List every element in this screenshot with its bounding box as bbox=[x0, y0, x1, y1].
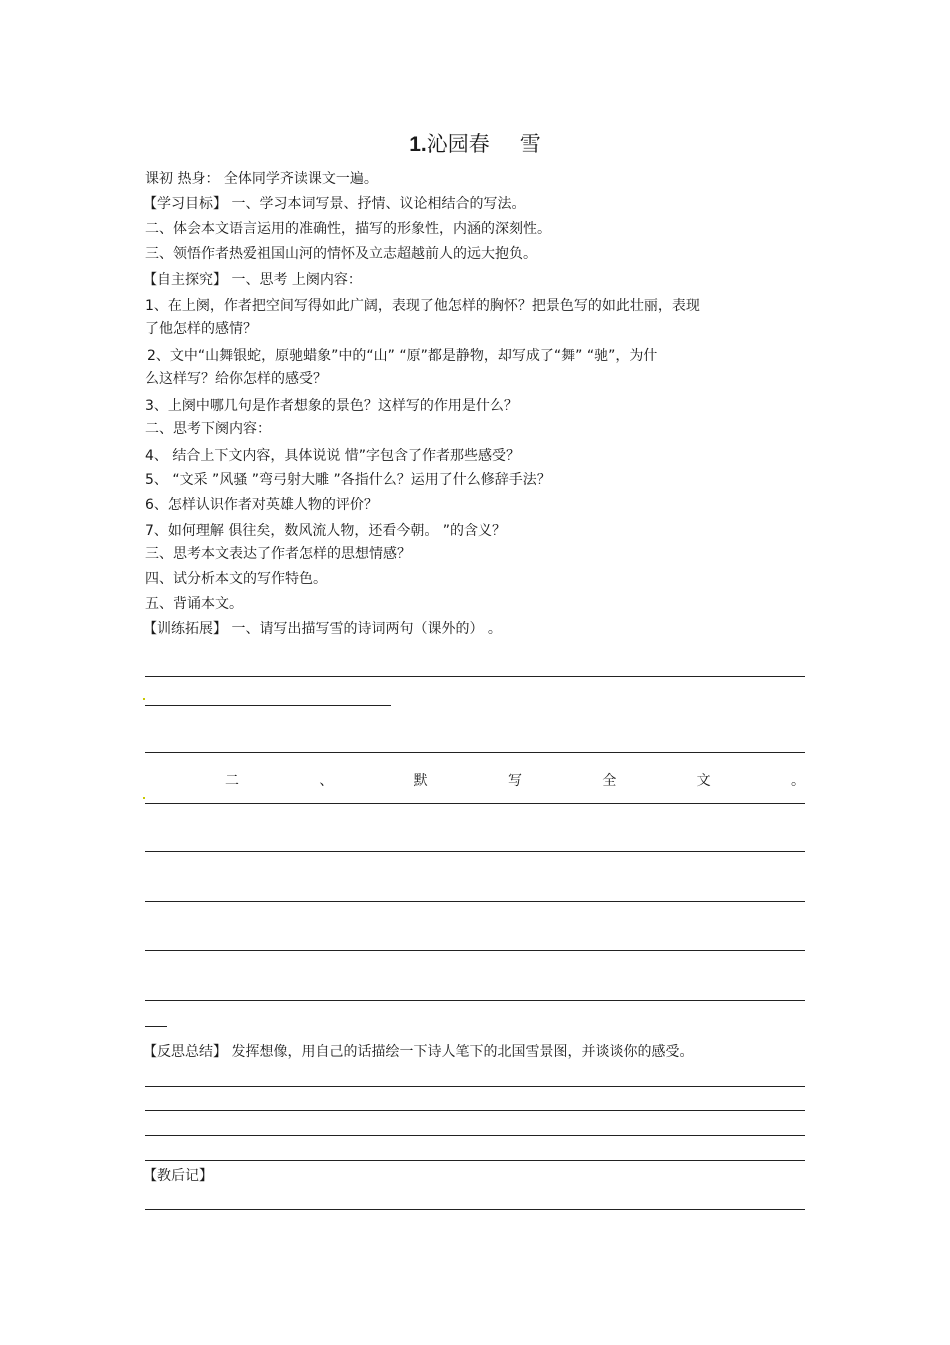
training-heading: 【训练拓展】 一、请写出描写雪的诗词两句（课外的） 。 bbox=[143, 621, 502, 637]
question-2-line-2: 么这样写？给你怎样的感受？ bbox=[145, 371, 327, 387]
answer-line-short[interactable] bbox=[145, 705, 391, 706]
learning-goal-2: 二、体会本文语言运用的准确性，描写的形象性，内涵的深刻性。 bbox=[145, 221, 551, 237]
question-6: 6、怎样认识作者对英雄人物的评价？ bbox=[145, 497, 378, 513]
answer-line[interactable] bbox=[145, 1209, 805, 1210]
teaching-notes-heading: 【教后记】 bbox=[143, 1168, 213, 1184]
reflection-heading: 【反思总结】 发挥想像，用自己的话描绘一下诗人笔下的北国雪景图，并谈谈你的感受。 bbox=[143, 1044, 694, 1060]
scan-mark bbox=[143, 797, 145, 799]
part-4-heading: 四、试分析本文的写作特色。 bbox=[145, 571, 327, 587]
dictation-char: 文 bbox=[696, 773, 711, 789]
answer-line-stub bbox=[145, 1026, 167, 1027]
dictation-char: 全 bbox=[602, 773, 617, 789]
learning-goal-3: 三、领悟作者热爱祖国山河的情怀及立志超越前人的远大抱负。 bbox=[145, 246, 537, 262]
question-1-line-2: 了他怎样的感情？ bbox=[145, 321, 257, 337]
answer-line[interactable] bbox=[145, 1110, 805, 1111]
question-2-line-1: 2、文中“山舞银蛇，原驰蜡象”中的“山” “原”都是静物，却写成了“舞” “驰”，为什 bbox=[147, 348, 658, 364]
question-5: 5、 “文采 ”风骚 ”弯弓射大雕 ”各指什么？运用了什么修辞手法？ bbox=[145, 472, 551, 488]
question-1-line-1: 1、在上阕，作者把空间写得如此广阔，表现了他怎样的胸怀？把景色写的如此壮丽，表现 bbox=[145, 298, 700, 314]
answer-line[interactable] bbox=[145, 851, 805, 852]
question-7: 7、如何理解 俱往矣，数风流人物，还看今朝。 ”的含义？ bbox=[145, 523, 507, 539]
dictation-char: 。 bbox=[790, 773, 805, 789]
part-3-heading: 三、思考本文表达了作者怎样的思想情感？ bbox=[145, 546, 411, 562]
page-title: 1.沁园春 雪 bbox=[409, 132, 541, 156]
dictation-char: 、 bbox=[319, 773, 334, 789]
dictation-char: 二 bbox=[225, 773, 239, 789]
dictation-char: 写 bbox=[507, 773, 522, 789]
part-2-heading: 二、思考下阕内容： bbox=[145, 421, 271, 437]
dictation-char: 默 bbox=[413, 773, 428, 789]
part-5-heading: 五、背诵本文。 bbox=[145, 596, 243, 612]
answer-line[interactable] bbox=[145, 803, 805, 804]
answer-line[interactable] bbox=[145, 1086, 805, 1087]
answer-line[interactable] bbox=[145, 950, 805, 951]
answer-line[interactable] bbox=[145, 901, 805, 902]
answer-line[interactable] bbox=[145, 676, 805, 677]
explore-heading: 【自主探究】 一、思考 上阕内容： bbox=[143, 272, 362, 288]
scan-mark bbox=[143, 698, 145, 700]
question-4: 4、 结合上下文内容，具体说说 惜”字包含了作者那些感受？ bbox=[145, 448, 521, 464]
learning-goal-1: 【学习目标】 一、学习本词写景、抒情、议论相结合的写法。 bbox=[143, 196, 526, 212]
answer-line[interactable] bbox=[145, 752, 805, 753]
question-3: 3、上阕中哪几句是作者想象的景色？这样写的作用是什么？ bbox=[145, 398, 518, 414]
answer-line[interactable] bbox=[145, 1000, 805, 1001]
dictation-heading bbox=[225, 772, 805, 790]
answer-line[interactable] bbox=[145, 1160, 805, 1161]
warmup-line: 课初 热身： 全体同学齐读课文一遍。 bbox=[145, 171, 378, 187]
answer-line[interactable] bbox=[145, 1135, 805, 1136]
